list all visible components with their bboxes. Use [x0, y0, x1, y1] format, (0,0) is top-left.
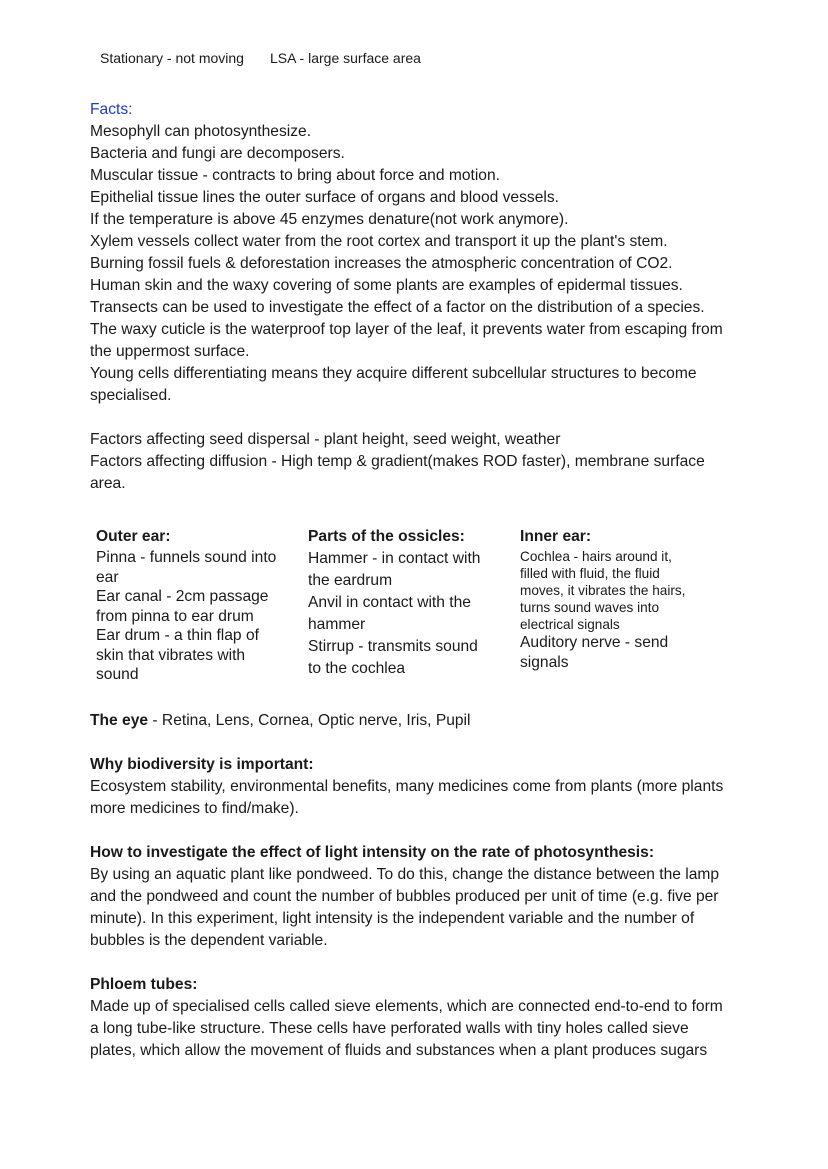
- phloem-heading: Phloem tubes:: [90, 976, 198, 993]
- inner-ear-line: Cochlea - hairs around it,: [520, 549, 672, 564]
- fact-line: Burning fossil fuels & deforestation increases the atmospheric concentration of CO2.: [90, 255, 673, 272]
- outer-ear-line: Pinna - funnels sound into: [96, 549, 277, 566]
- light-intensity-line: bubbles is the dependent variable.: [90, 932, 328, 949]
- biodiversity-section: [90, 754, 780, 820]
- factors-diffusion: Factors affecting diffusion - High temp & gradient(makes ROD faster), membrane surface: [90, 453, 705, 470]
- factors-diffusion-continued: area.: [90, 475, 126, 492]
- fact-line: Human skin and the waxy covering of some plants are examples of epidermal tissues.: [90, 277, 683, 294]
- biodiversity-line: Ecosystem stability, environmental benefits, many medicines come from plants (more plants: [90, 778, 724, 795]
- abbreviation-stationary: Stationary - not moving: [100, 50, 244, 66]
- inner-ear-line: signals: [520, 653, 569, 671]
- facts-section: [90, 99, 780, 407]
- fact-line: Bacteria and fungi are decomposers.: [90, 145, 345, 162]
- ossicles-line: Hammer - in contact with: [308, 550, 481, 567]
- ossicles-heading: Parts of the ossicles:: [308, 528, 465, 545]
- outer-ear-line: Ear canal - 2cm passage: [96, 588, 269, 605]
- outer-ear-line: ear: [96, 568, 119, 586]
- eye-line: [90, 710, 780, 732]
- eye-text: - Retina, Lens, Cornea, Optic nerve, Iris, Pupil: [148, 712, 471, 729]
- fact-line: Muscular tissue - contracts to bring about force and motion.: [90, 167, 500, 184]
- fact-line: specialised.: [90, 387, 172, 404]
- fact-line: Xylem vessels collect water from the root cortex and transport it up the plant's stem.: [90, 233, 668, 250]
- biodiversity-line: more medicines to find/make).: [90, 800, 299, 817]
- outer-ear-line: sound: [96, 666, 139, 683]
- phloem-line: Made up of specialised cells called sieve elements, which are connected end-to-end to form: [90, 998, 723, 1015]
- ossicles-line: hammer: [308, 616, 366, 633]
- phloem-line: a long tube-like structure. These cells have perforated walls with tiny holes called sieve: [90, 1020, 689, 1037]
- light-intensity-line: By using an aquatic plant like pondweed. To do this, change the distance between the lamp: [90, 866, 720, 883]
- abbreviations-row: [100, 50, 421, 66]
- inner-ear-line: Auditory nerve - send: [520, 634, 669, 651]
- phloem-section: [90, 974, 780, 1062]
- ossicles-column: [308, 526, 508, 680]
- facts-title: Facts:: [90, 101, 133, 118]
- fact-line: Transects can be used to investigate the effect of a factor on the distribution of a species.: [90, 299, 705, 316]
- inner-ear-heading: Inner ear:: [520, 528, 592, 545]
- fact-line: Epithelial tissue lines the outer surface of organs and blood vessels.: [90, 189, 559, 206]
- factors-seed-dispersal: Factors affecting seed dispersal - plant height, seed weight, weather: [90, 431, 561, 448]
- outer-ear-heading: Outer ear:: [96, 528, 171, 545]
- light-intensity-heading: How to investigate the effect of light intensity on the rate of photosynthesis:: [90, 844, 655, 861]
- biodiversity-heading: Why biodiversity is important:: [90, 756, 314, 773]
- abbreviation-lsa: LSA - large surface area: [269, 50, 421, 66]
- outer-ear-line: skin that vibrates with: [96, 646, 246, 664]
- inner-ear-line: moves, it vibrates the hairs,: [520, 583, 686, 598]
- ossicles-line: to the cochlea: [308, 660, 406, 677]
- fact-line: Mesophyll can photosynthesize.: [90, 123, 312, 140]
- inner-ear-line: filled with fluid, the fluid: [520, 566, 660, 581]
- ossicles-line: the eardrum: [308, 572, 393, 589]
- fact-line: the uppermost surface.: [90, 343, 250, 360]
- eye-section: [90, 710, 780, 732]
- inner-ear-line: turns sound waves into: [520, 600, 660, 615]
- inner-ear-column: [520, 526, 720, 672]
- light-intensity-line: minute). In this experiment, light intensity is the independent variable and the number of: [90, 910, 695, 927]
- light-intensity-line: and the pondweed and count the number of bubbles produced per unit of time (e.g. five per: [90, 888, 719, 905]
- phloem-line: plates, which allow the movement of fluids and substances when a plant produces sugars: [90, 1042, 708, 1059]
- ossicles-line: Anvil in contact with the: [308, 594, 471, 611]
- fact-line: The waxy cuticle is the waterproof top layer of the leaf, it prevents water from escaping from: [90, 321, 723, 338]
- light-intensity-section: [90, 842, 780, 952]
- outer-ear-line: Ear drum - a thin flap of: [96, 627, 259, 644]
- outer-ear-line: from pinna to ear drum: [96, 607, 254, 625]
- fact-line: If the temperature is above 45 enzymes denature(not work anymore).: [90, 211, 569, 228]
- eye-label: The eye: [90, 712, 149, 729]
- inner-ear-line: electrical signals: [520, 617, 620, 632]
- factors-section: [90, 429, 780, 495]
- outer-ear-column: [96, 526, 296, 685]
- fact-line: Young cells differentiating means they acquire different subcellular structures to become: [90, 365, 697, 382]
- ossicles-line: Stirrup - transmits sound: [308, 638, 478, 655]
